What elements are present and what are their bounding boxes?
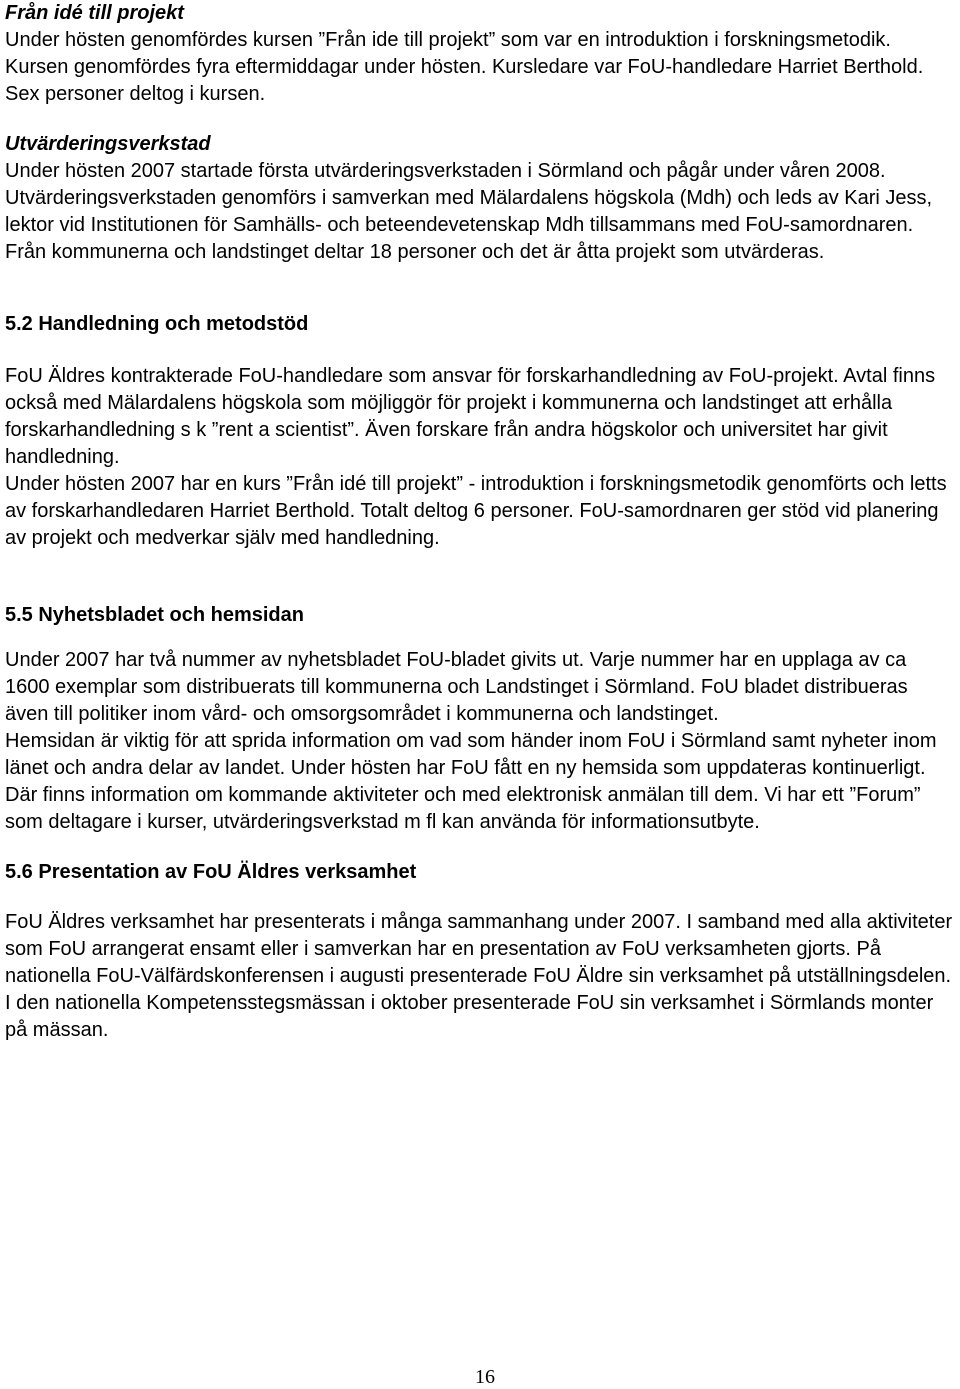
paragraph-handledning-2: Under hösten 2007 har en kurs ”Från idé till projekt” - introduktion i forskningsmetodik genomförts och letts av forskarhandledaren Harriet Berthold. Totalt deltog 6 personer. FoU-samordnaren ger stöd vid planering av projekt och medverkar själv med handledning. bbox=[5, 473, 947, 549]
subheading-fran-ide-till-projekt: Från idé till projekt bbox=[5, 2, 184, 24]
paragraph-handledning-1: FoU Äldres kontrakterade FoU-handledare som ansvar för forskarhandledning av FoU-projekt. Avtal finns också med Mälardalens högskola som möjliggör för projekt i kommunerna och landstinget att erhålla forskarhandledning s k ”rent a scientist”. Även forskare från andra högskolor och universitet har givit handledning. bbox=[5, 365, 936, 468]
paragraph-utvarderingsverkstad: Under hösten 2007 startade första utvärderingsverkstaden i Sörmland och pågår under våren 2008. Utvärderingsverkstaden genomförs i samverkan med Mälardalens högskola (Mdh) och leds av Kari Jess, lektor vid Institutionen för Samhälls- och beteendevetenskap Mdh tillsammans med FoU-samordnaren. Från kommunerna och landstinget deltar 18 personer och det är åtta projekt som utvärderas. bbox=[5, 160, 933, 263]
section-heading-5-5: 5.5 Nyhetsbladet och hemsidan bbox=[5, 604, 304, 626]
subheading-utvarderingsverkstad: Utvärderingsverkstad bbox=[5, 133, 211, 155]
page-number: 16 bbox=[475, 1366, 495, 1388]
paragraph-presentation: FoU Äldres verksamhet har presenterats i många sammanhang under 2007. I samband med alla aktiviteter som FoU arrangerat ensamt eller i samverkan har en presentation av FoU verksamheten gjorts. På nationella FoU-Välfärdskonferensen i augusti presenterade FoU Äldre sin verksamhet på utställningsdelen. I den nationella Kompetensstegsmässan i oktober presenterade FoU sin verksamhet i Sörmlands monter på mässan. bbox=[5, 911, 953, 1041]
document-page bbox=[5, 0, 955, 1044]
paragraph-nyhetsbladet: Under 2007 har två nummer av nyhetsbladet FoU-bladet givits ut. Varje nummer har en upplaga av ca 1600 exemplar som distribuerats till kommunerna och Landstinget i Sörmland. FoU bladet distribueras även till politiker inom vård- och omsorgsområdet i kommunerna och landstinget. bbox=[5, 649, 908, 725]
section-heading-5-6: 5.6 Presentation av FoU Äldres verksamhet bbox=[5, 861, 417, 883]
paragraph-kurs-fran-ide: Under hösten genomfördes kursen ”Från ide till projekt” som var en introduktion i forskningsmetodik. Kursen genomfördes fyra eftermiddagar under hösten. Kursledare var FoU-handledare Harriet Berthold. Sex personer deltog i kursen. bbox=[5, 29, 924, 105]
paragraph-hemsidan: Hemsidan är viktig för att sprida information om vad som händer inom FoU i Sörmland samt nyheter inom länet och andra delar av landet. Under hösten har FoU fått en ny hemsida som uppdateras kontinuerligt. Där finns information om kommande aktiviteter och med elektronisk anmälan till dem. Vi har ett ”Forum” som deltagare i kurser, utvärderingsverkstad m fl kan använda för informationsutbyte. bbox=[5, 730, 937, 833]
section-heading-5-2: 5.2 Handledning och metodstöd bbox=[5, 313, 309, 335]
